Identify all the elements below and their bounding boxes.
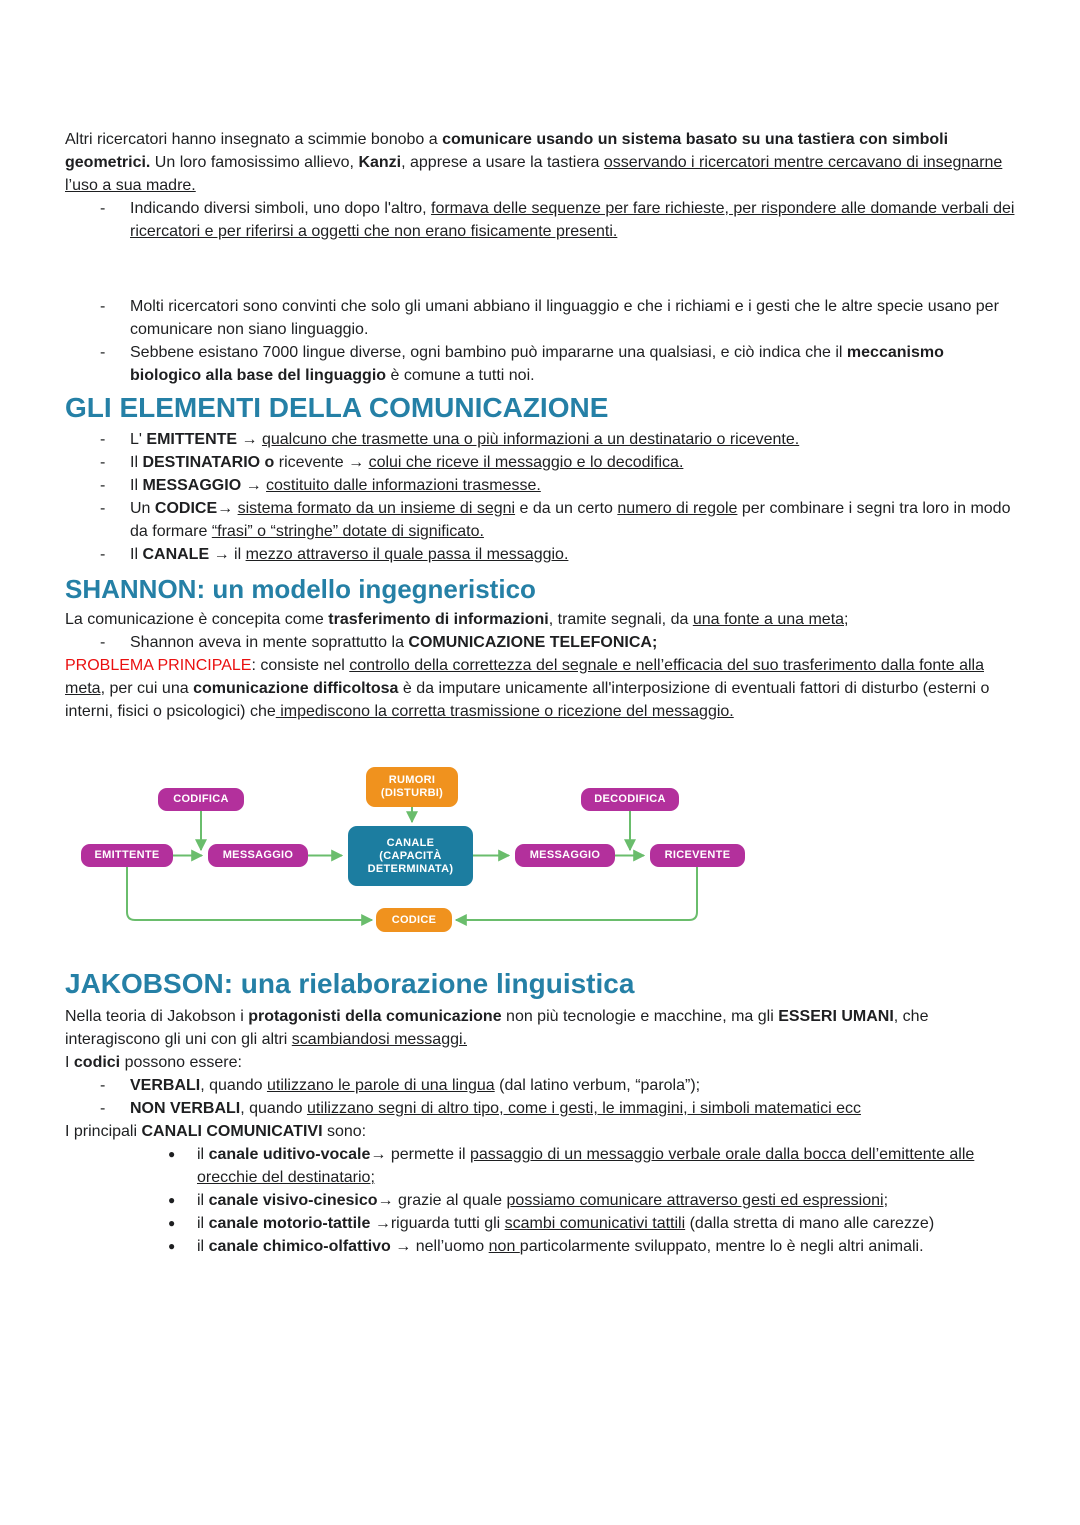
shannon-communication-diagram: [78, 765, 778, 945]
list-item-text: Sebbene esistano 7000 lingue diverse, ogni bambino può impararne una qualsiasi, e ciò indica che il meccanismo biologico alla base del linguaggio è comune a tutti noi.: [130, 344, 944, 384]
list-item-text: il canale motorio-tattile →riguarda tutti gli scambi comunicativi tattili (dalla stretta di mano alle carezze): [197, 1215, 935, 1232]
dash-marker: -: [100, 1100, 106, 1117]
list-item: [65, 1097, 1015, 1120]
elementi-list: [65, 428, 1015, 566]
list-item: [65, 197, 1015, 243]
list-item: [65, 341, 1015, 387]
bullet-marker: ●: [168, 1147, 176, 1161]
node-codice: CODICE: [376, 908, 452, 932]
list-item-text: Un CODICE→ sistema formato da un insieme di segni e da un certo numero di regole per combinare i segni tra loro in modo da formare “frasi” o “stringhe” dotate di significato.: [130, 500, 1011, 540]
paragraph-codici-lead: I codici possono essere:: [65, 1054, 242, 1071]
node-rumori-disturbi: [366, 767, 458, 807]
list-item: [65, 474, 1015, 497]
list-item-text: Il CANALE → il mezzo attraverso il quale passa il messaggio.: [130, 546, 569, 563]
dash-marker: -: [100, 454, 106, 471]
list-item-text: il canale visivo-cinesico→ grazie al quale possiamo comunicare attraverso gesti ed espressioni;: [197, 1192, 889, 1209]
kanzi-behavior-list: [65, 197, 1015, 243]
node-messaggio-right: MESSAGGIO: [515, 844, 615, 867]
paragraph-canali-lead: I principali CANALI COMUNICATIVI sono:: [65, 1123, 367, 1140]
node-ricevente: RICEVENTE: [650, 844, 745, 867]
dash-marker: -: [100, 298, 106, 315]
list-item: [65, 543, 1015, 566]
bullet-marker: ●: [168, 1216, 176, 1230]
dash-marker: -: [100, 431, 106, 448]
list-item-text: Indicando diversi simboli, uno dopo l'altro, formava delle sequenze per fare richieste, per rispondere alle domande verbali dei ricercatori e per riferirsi a oggetti che non erano fisicamente presenti.: [130, 200, 1015, 240]
bullet-marker: ●: [168, 1239, 176, 1253]
node-decodifica: DECODIFICA: [581, 788, 679, 811]
list-item: [65, 1143, 1015, 1189]
list-item: [65, 428, 1015, 451]
list-item: [65, 1212, 1015, 1235]
list-item-text: L' EMITTENTE → qualcuno che trasmette una o più informazioni a un destinatario o ricevente.: [130, 431, 800, 448]
paragraph-problema-principale: PROBLEMA PRINCIPALE: consiste nel controllo della correttezza del segnale e nell’efficacia del suo trasferimento dalla fonte alla meta, per cui una comunicazione difficoltosa è da imputare unicamente all'interposizione di eventuali fattori di disturbo (esterni o interni, fisici o psicologici) che impediscono la corretta trasmissione o ricezione del messaggio.: [65, 657, 990, 720]
node-emittente: EMITTENTE: [81, 844, 173, 867]
list-item: [65, 451, 1015, 474]
list-item-text: Molti ricercatori sono convinti che solo gli umani abbiano il linguaggio e che i richiami e i gesti che le altre specie usano per comunicare non siano linguaggio.: [130, 298, 999, 338]
list-item-text: il canale chimico-olfattivo → nell’uomo non particolarmente sviluppato, mentre lo è negli altri animali.: [197, 1238, 924, 1255]
list-item-text: Il DESTINATARIO o ricevente → colui che riceve il messaggio e lo decodifica.: [130, 454, 684, 471]
heading-shannon: SHANNON: un modello ingegneristico: [65, 574, 536, 604]
paragraph-jakobson-intro: Nella teoria di Jakobson i protagonisti della comunicazione non più tecnologie e macchine, ma gli ESSERI UMANI, che interagiscono gli uni con gli altri scambiandosi messaggi.: [65, 1008, 929, 1048]
node-canale-capacita: [348, 826, 473, 886]
paragraph-bonobo-keyboard: Altri ricercatori hanno insegnato a scimmie bonobo a comunicare usando un sistema basato su una tastiera con simboli geometrici. Un loro famosissimo allievo, Kanzi, apprese a usare la tastiera osservando i ricercatori mentre cercavano di insegnarne l’uso a sua madre.: [65, 131, 1003, 194]
node-rumori-line1: RUMORI: [388, 774, 436, 786]
dash-marker: -: [100, 546, 106, 563]
node-canale-line2: (CAPACITÀ: [379, 849, 442, 862]
list-item: [65, 1235, 1015, 1258]
node-messaggio-left: MESSAGGIO: [208, 844, 308, 867]
node-canale-line1: CANALE: [386, 836, 435, 849]
shannon-list: [65, 631, 1015, 654]
heading-jakobson: JAKOBSON: una rielaborazione linguistica: [65, 968, 635, 999]
list-item-text: VERBALI, quando utilizzano le parole di una lingua (dal latino verbum, “parola”);: [130, 1077, 701, 1094]
list-item-text: Shannon aveva in mente soprattutto la COMUNICAZIONE TELEFONICA;: [130, 634, 658, 651]
node-canale-line3: DETERMINATA): [367, 862, 454, 875]
heading-elementi-comunicazione: GLI ELEMENTI DELLA COMUNICAZIONE: [65, 392, 609, 423]
canali-list: [65, 1143, 1015, 1258]
list-item: [65, 497, 1015, 543]
list-item: [65, 295, 1015, 341]
dash-marker: -: [100, 477, 106, 494]
list-item-text: il canale uditivo-vocale→ permette il passaggio di un messaggio verbale orale dalla bocca dell’emittente alle orecchie del destinatario;: [197, 1146, 975, 1186]
node-rumori-line2: (DISTURBI): [380, 787, 444, 799]
list-item-text: NON VERBALI, quando utilizzano segni di altro tipo, come i gesti, le immagini, i simboli matematici ecc: [130, 1100, 861, 1117]
paragraph-shannon-intro: La comunicazione è concepita come trasferimento di informazioni, tramite segnali, da una fonte a una meta;: [65, 611, 849, 628]
codici-list: [65, 1074, 1015, 1120]
list-item: [65, 631, 1015, 654]
dash-marker: -: [100, 634, 106, 651]
dash-marker: -: [100, 500, 106, 517]
node-codifica: CODIFICA: [158, 788, 244, 811]
language-claims-list: [65, 295, 1015, 387]
list-item: [65, 1074, 1015, 1097]
list-item: [65, 1189, 1015, 1212]
dash-marker: -: [100, 1077, 106, 1094]
dash-marker: -: [100, 200, 106, 217]
list-item-text: Il MESSAGGIO → costituito dalle informazioni trasmesse.: [130, 477, 541, 494]
dash-marker: -: [100, 344, 106, 361]
bullet-marker: ●: [168, 1193, 176, 1207]
